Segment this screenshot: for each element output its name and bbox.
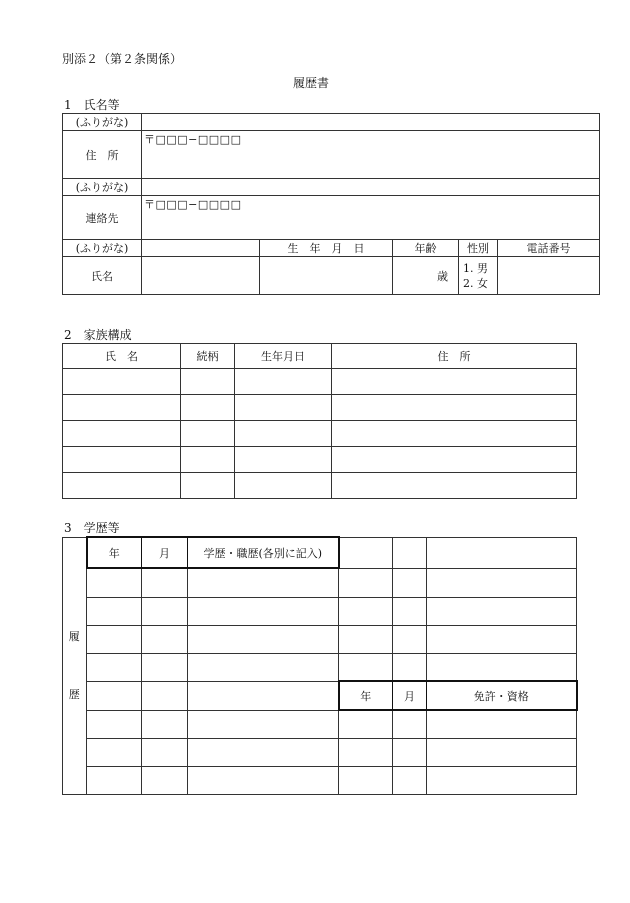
family-cell[interactable] (235, 473, 332, 499)
license-cell[interactable] (393, 766, 427, 794)
sex-option-male[interactable]: 1. 男 (463, 261, 488, 275)
history-row (63, 568, 577, 597)
address-postal-code: 〒□□□−□□□□ (144, 133, 242, 146)
history-cell[interactable] (188, 653, 339, 681)
sex-option-female[interactable]: 2. 女 (463, 276, 488, 290)
family-cell[interactable] (63, 369, 181, 395)
age-unit: 歳 (437, 269, 448, 283)
history-cell[interactable] (87, 568, 142, 597)
license-cell[interactable] (393, 568, 427, 597)
family-col-name: 氏 名 (63, 344, 181, 369)
history-cell[interactable] (188, 625, 339, 653)
license-cell[interactable] (339, 653, 393, 681)
license-cell[interactable] (339, 766, 393, 794)
name-field[interactable] (142, 257, 260, 295)
license-cell[interactable] (427, 537, 577, 568)
section3-heading: 3 学歴等 (64, 521, 120, 535)
license-cell[interactable] (427, 653, 577, 681)
history-col-year: 年 (87, 537, 142, 568)
family-cell[interactable] (235, 395, 332, 421)
history-cell[interactable] (142, 710, 188, 738)
history-col-month: 月 (142, 537, 188, 568)
name-furigana-label: (ふりがな) (63, 240, 142, 257)
history-row (63, 597, 577, 625)
family-cell[interactable] (181, 395, 235, 421)
history-cell[interactable] (142, 568, 188, 597)
license-cell[interactable] (427, 568, 577, 597)
family-row (63, 473, 577, 499)
family-cell[interactable] (332, 395, 577, 421)
history-cell[interactable] (188, 568, 339, 597)
history-cell[interactable] (87, 625, 142, 653)
history-col-career: 学歴・職歴(各別に記入) (188, 537, 339, 568)
section2-heading: 2 家族構成 (64, 328, 132, 342)
name-label: 氏名 (63, 257, 142, 295)
license-col-qualification: 免許・資格 (427, 681, 577, 710)
family-table (62, 343, 577, 499)
history-side-char-2: 歴 (68, 687, 80, 701)
age-field[interactable] (393, 257, 459, 295)
sex-label: 性別 (459, 240, 498, 257)
section1-heading: 1 氏名等 (64, 98, 120, 112)
history-cell[interactable] (87, 710, 142, 738)
history-row (63, 710, 577, 738)
history-cell[interactable] (87, 597, 142, 625)
history-side-char-1: 履 (68, 629, 80, 643)
license-cell[interactable] (393, 710, 427, 738)
address-furigana-label: (ふりがな) (63, 114, 142, 131)
license-cell[interactable] (339, 597, 393, 625)
history-cell[interactable] (188, 710, 339, 738)
family-cell[interactable] (235, 421, 332, 447)
annex-label: 別添２（第２条関係） (62, 52, 183, 66)
license-cell[interactable] (427, 738, 577, 766)
family-cell[interactable] (332, 421, 577, 447)
license-cell[interactable] (393, 625, 427, 653)
license-cell[interactable] (393, 537, 427, 568)
phone-field[interactable] (498, 257, 600, 295)
history-cell[interactable] (87, 766, 142, 794)
history-table (62, 536, 578, 795)
history-cell[interactable] (142, 653, 188, 681)
family-cell[interactable] (181, 421, 235, 447)
history-cell[interactable] (188, 597, 339, 625)
phone-label: 電話番号 (498, 240, 600, 257)
family-cell[interactable] (235, 369, 332, 395)
address-field[interactable] (142, 131, 600, 179)
family-row (63, 395, 577, 421)
history-row (63, 738, 577, 766)
license-cell[interactable] (339, 568, 393, 597)
contact-label: 連絡先 (63, 196, 142, 240)
family-col-birthdate: 生年月日 (235, 344, 332, 369)
family-row (63, 369, 577, 395)
history-cell[interactable] (142, 625, 188, 653)
history-row (63, 653, 577, 681)
family-cell[interactable] (63, 473, 181, 499)
family-row (63, 421, 577, 447)
history-row (63, 625, 577, 653)
address-furigana-field[interactable] (142, 114, 600, 131)
family-col-address: 住 所 (332, 344, 577, 369)
license-cell[interactable] (427, 766, 577, 794)
contact-postal-code: 〒□□□−□□□□ (144, 198, 242, 211)
document-title: 履歴書 (293, 76, 330, 90)
history-cell[interactable] (87, 681, 142, 710)
family-cell[interactable] (63, 395, 181, 421)
age-label: 年齢 (393, 240, 459, 257)
license-cell[interactable] (393, 738, 427, 766)
history-cell[interactable] (142, 738, 188, 766)
license-col-year: 年 (339, 681, 393, 710)
license-cell[interactable] (427, 625, 577, 653)
license-cell[interactable] (339, 537, 393, 568)
name-furigana-field[interactable] (142, 240, 260, 257)
history-row (63, 681, 577, 710)
personal-info-table (62, 113, 600, 295)
history-cell[interactable] (142, 681, 188, 710)
license-cell[interactable] (427, 597, 577, 625)
history-cell[interactable] (142, 597, 188, 625)
address-label: 住 所 (63, 131, 142, 179)
license-cell[interactable] (339, 738, 393, 766)
contact-furigana-field[interactable] (142, 179, 600, 196)
family-row (63, 447, 577, 473)
family-cell[interactable] (332, 473, 577, 499)
family-cell[interactable] (332, 447, 577, 473)
family-cell[interactable] (181, 369, 235, 395)
license-cell[interactable] (427, 710, 577, 738)
contact-furigana-label: (ふりがな) (63, 179, 142, 196)
family-cell[interactable] (63, 421, 181, 447)
family-cell[interactable] (181, 473, 235, 499)
birthdate-field[interactable] (260, 257, 393, 295)
family-cell[interactable] (181, 447, 235, 473)
license-cell[interactable] (339, 625, 393, 653)
history-cell[interactable] (188, 766, 339, 794)
family-cell[interactable] (63, 447, 181, 473)
family-col-relation: 続柄 (181, 344, 235, 369)
license-cell[interactable] (393, 597, 427, 625)
family-cell[interactable] (332, 369, 577, 395)
history-side-label (63, 537, 87, 794)
history-cell[interactable] (188, 738, 339, 766)
contact-field[interactable] (142, 196, 600, 240)
history-cell[interactable] (142, 766, 188, 794)
history-cell[interactable] (87, 738, 142, 766)
license-cell[interactable] (393, 653, 427, 681)
history-cell[interactable] (188, 681, 339, 710)
birthdate-label: 生 年 月 日 (260, 240, 393, 257)
history-cell[interactable] (87, 653, 142, 681)
license-cell[interactable] (339, 710, 393, 738)
license-col-month: 月 (393, 681, 427, 710)
history-row (63, 766, 577, 794)
sex-field[interactable] (459, 257, 498, 295)
family-cell[interactable] (235, 447, 332, 473)
